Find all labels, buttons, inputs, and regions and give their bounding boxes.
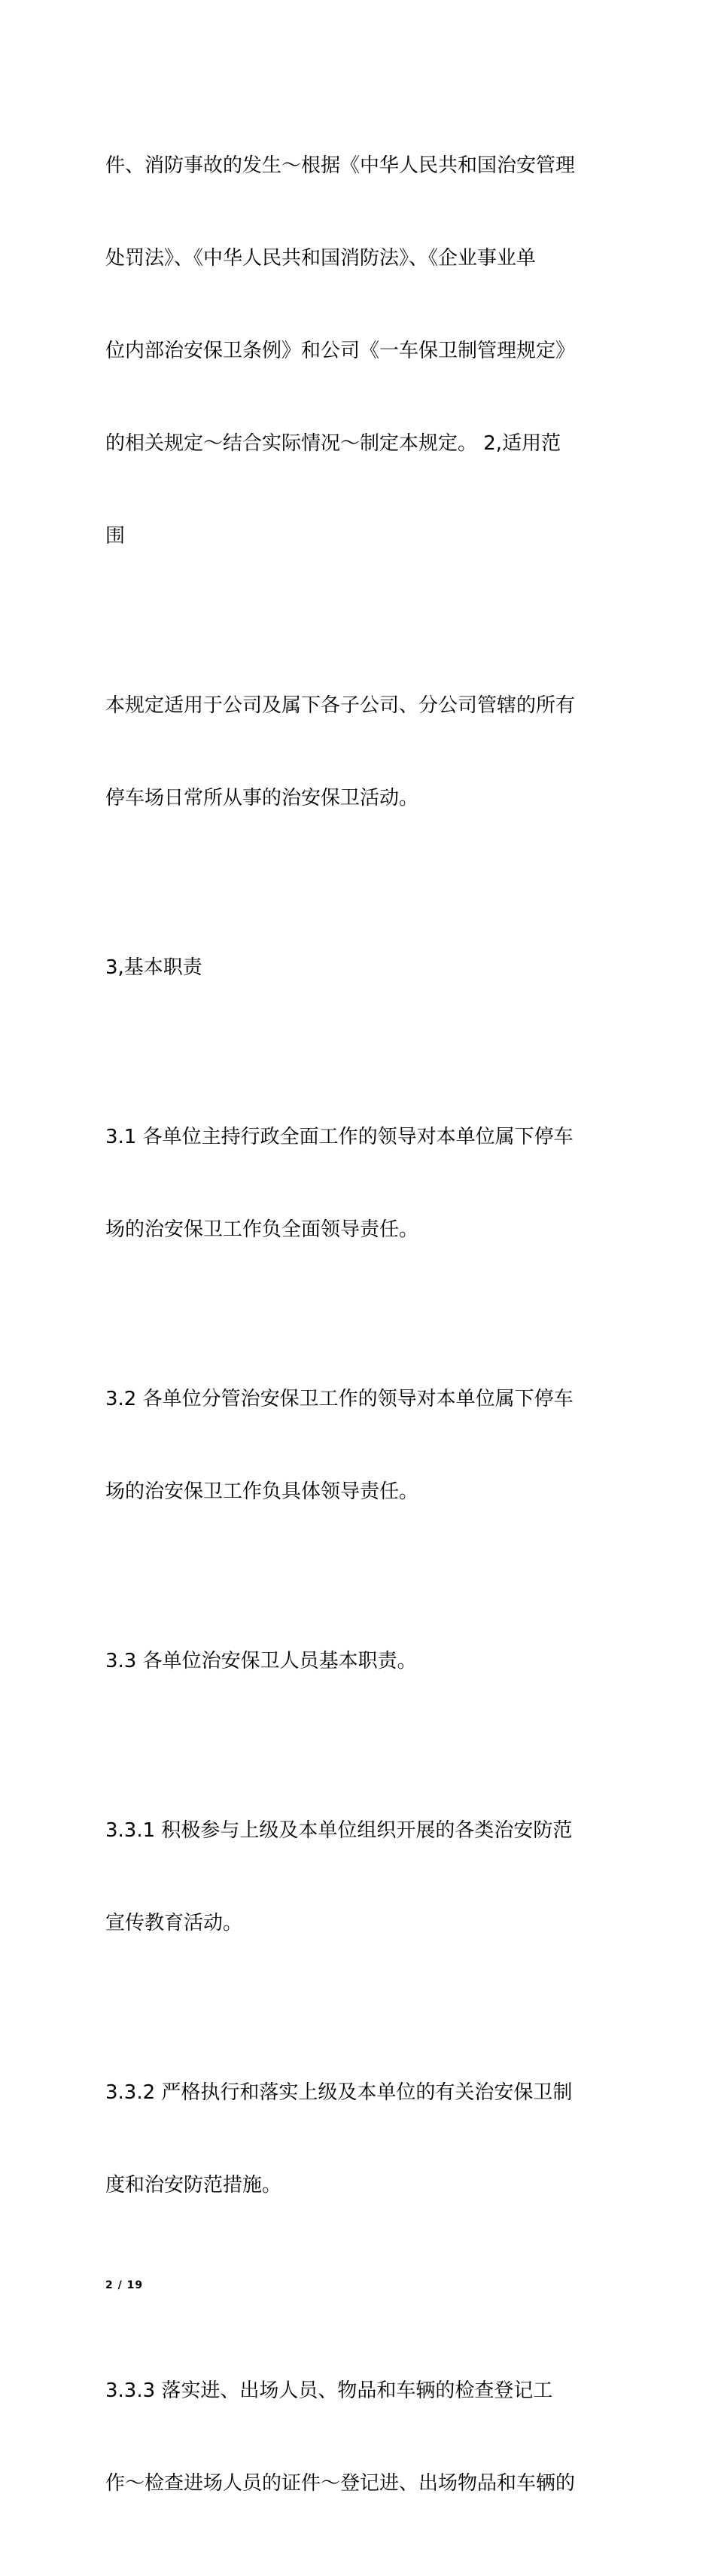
text-line: 3.3.3 落实进、出场人员、物品和车辆的检查登记工 (105, 2379, 553, 2402)
paragraph-3-3-1 (105, 1754, 611, 2001)
text-line: 本规定适用于公司及属下各子公司、分公司管辖的所有 (105, 694, 576, 717)
paragraph-3-3 (105, 1584, 611, 1739)
text-line: 的相关规定～结合实际情况～制定本规定。 2,适用范 (105, 432, 561, 455)
text-line: 处罚法》、《中华人民共和国消防法》、《企业事业单 (105, 247, 537, 270)
text-line: 作～检查进场人员的证件～登记进、出场物品和车辆的 (105, 2472, 576, 2495)
paragraph-3-1 (105, 1060, 611, 1307)
paragraph-scope (105, 629, 611, 876)
paragraph-intro (105, 89, 611, 614)
paragraph-3-3-2 (105, 2016, 611, 2263)
text-line: 3.3.2 严格执行和落实上级及本单位的有关治安保卫制 (105, 2081, 573, 2104)
text-line: 宣传教育活动。 (105, 1912, 243, 1934)
heading-basic-duties (105, 891, 611, 1045)
text-line: 场的治安保卫工作负全面领导责任。 (105, 1218, 419, 1241)
text-line: 场的治安保卫工作负具体领导责任。 (105, 1480, 419, 1503)
text-line: 件、消防事故的发生～根据《中华人民共和国治安管理 (105, 154, 576, 177)
text-line: 围 (105, 525, 126, 547)
paragraph-3-2 (105, 1322, 611, 1569)
text-line: 位内部治安保卫条例》和公司《一车保卫制管理规定》 (105, 340, 576, 362)
text-line: 3.3.1 积极参与上级及本单位组织开展的各类治安防范 (105, 1819, 573, 1842)
text-line: 3.3 各单位治安保卫人员基本职责。 (105, 1650, 417, 1672)
text-line: 度和治安防范措施。 (105, 2174, 282, 2196)
page-number: 2 / 19 (105, 2279, 144, 2291)
paragraph-3-3-3 (105, 2314, 611, 2561)
text-line: 停车场日常所从事的治安保卫活动。 (105, 787, 419, 809)
text-line: 3,基本职责 (105, 956, 202, 979)
text-line: 3.1 各单位主持行政全面工作的领导对本单位属下停车 (105, 1126, 574, 1148)
text-line: 3.2 各单位分管治安保卫工作的领导对本单位属下停车 (105, 1388, 574, 1410)
document-page (105, 89, 611, 2576)
